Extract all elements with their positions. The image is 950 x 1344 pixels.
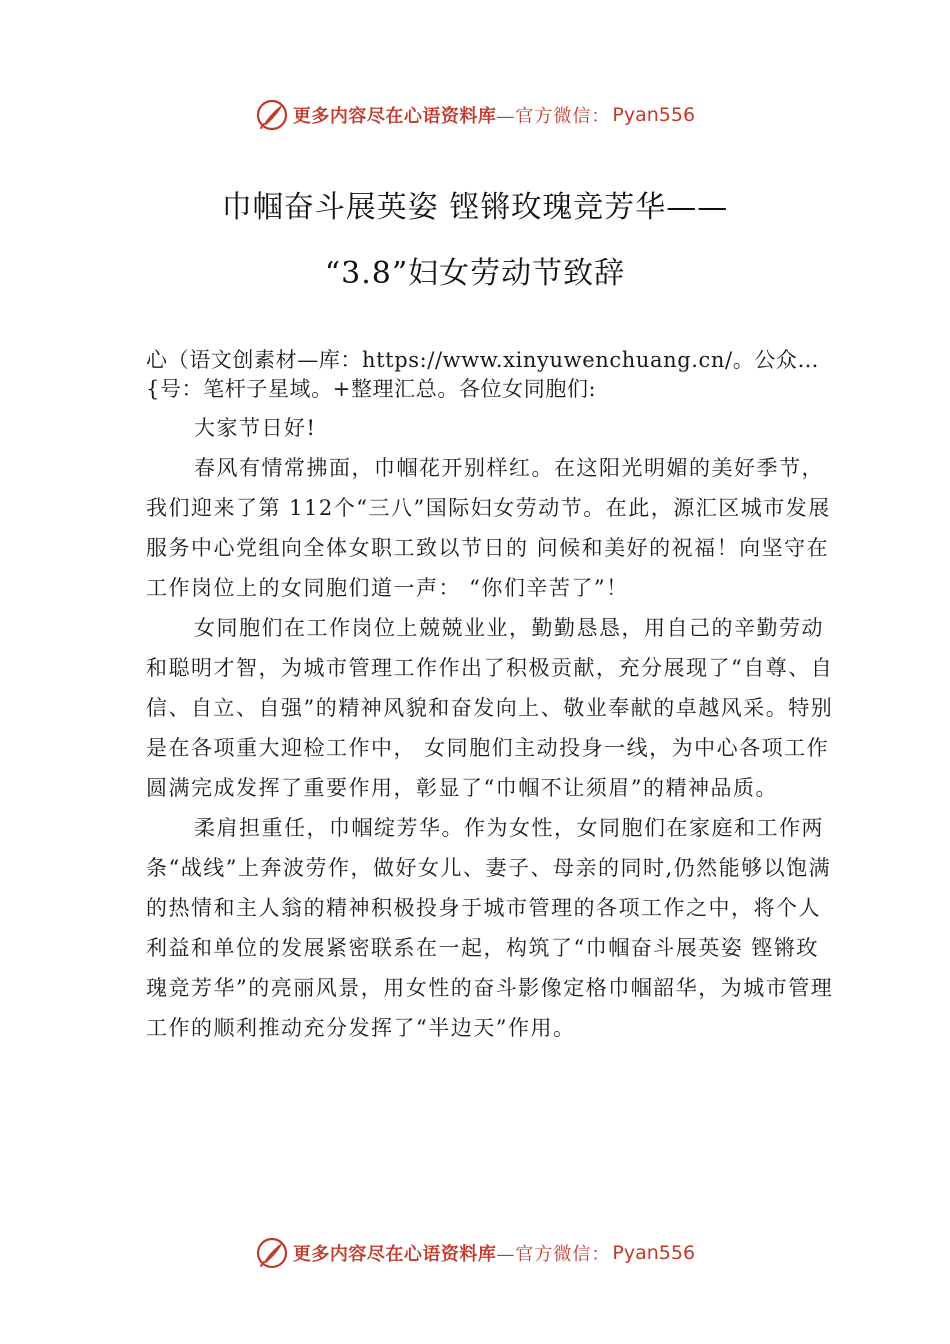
quill-pen-logo-icon xyxy=(255,1236,289,1270)
greeting-paragraph: 大家节日好! xyxy=(194,416,317,440)
body-paragraph-1: 春风有情常拂面，巾帼花开别样红。在这阳光明媚的美好季节，我们迎来了第 112个“三八”国际妇女劳动节。在此，源汇区城市发展服务中心党组向全体女职工致以节日的 问候和美好的祝福！向坚守在工作岗位上的女同胞们道一声： “你们辛苦了”！ xyxy=(146,456,831,600)
body-paragraph-3: 柔肩担重任，巾帼绽芳华。作为女性，女同胞们在家庭和工作两条“战线”上奔波劳作，做好女儿、妻子、母亲的同时,仍然能够以饱满的热情和主人翁的精神积极投身于城市管理的各项工作之中，将个人利益和单位的发展紧密联系在一起，构筑了“巾帼奋斗展英姿 铿锵玫瑰竞芳华”的亮丽风景，用女性的奋斗影像定格巾帼韶华，为城市管理工作的顺利推动充分发挥了“半边天”作用。 xyxy=(146,816,834,1040)
document-title-line-1: 巾帼奋斗展英姿 铿锵玫瑰竞芳华—— xyxy=(221,190,729,225)
body-paragraph-2: 女同胞们在工作岗位上兢兢业业，勤勤恳恳，用自己的辛勤劳动和聪明才智，为城市管理工作作出了积极贡献，充分展现了“自尊、自信、自立、自强”的精神风貌和奋发向上、敬业奉献的卓越风采。特别是在各项重大迎检工作中， 女同胞们主动投身一线，为中心各项工作圆满完成发挥了重要作用，彰显了“巾帼不让须眉”的精神品质。 xyxy=(146,616,834,800)
watermark-sub-text: —官方微信： xyxy=(496,1244,611,1265)
watermark-wechat-id: Pyan556 xyxy=(612,1242,696,1264)
watermark-main-text: 更多内容尽在心语资料库 xyxy=(292,1244,497,1265)
watermark-wechat-id: Pyan556 xyxy=(612,104,696,126)
watermark-main-text: 更多内容尽在心语资料库 xyxy=(292,106,497,127)
document-body xyxy=(146,346,836,1048)
document-title-line-2: “3.8”妇女劳动节致辞 xyxy=(324,256,626,291)
watermark-sub-text: —官方微信： xyxy=(496,106,611,127)
header-watermark-banner xyxy=(0,95,950,135)
footer-watermark-banner xyxy=(0,1233,950,1273)
quill-pen-logo-icon xyxy=(255,98,289,132)
intro-paragraph: 心（语文创素材—库：https://www.xinyuwenchuang.cn/。公众…{号：笔杆子星域。+整理汇总。各位女同胞们: xyxy=(146,348,820,401)
